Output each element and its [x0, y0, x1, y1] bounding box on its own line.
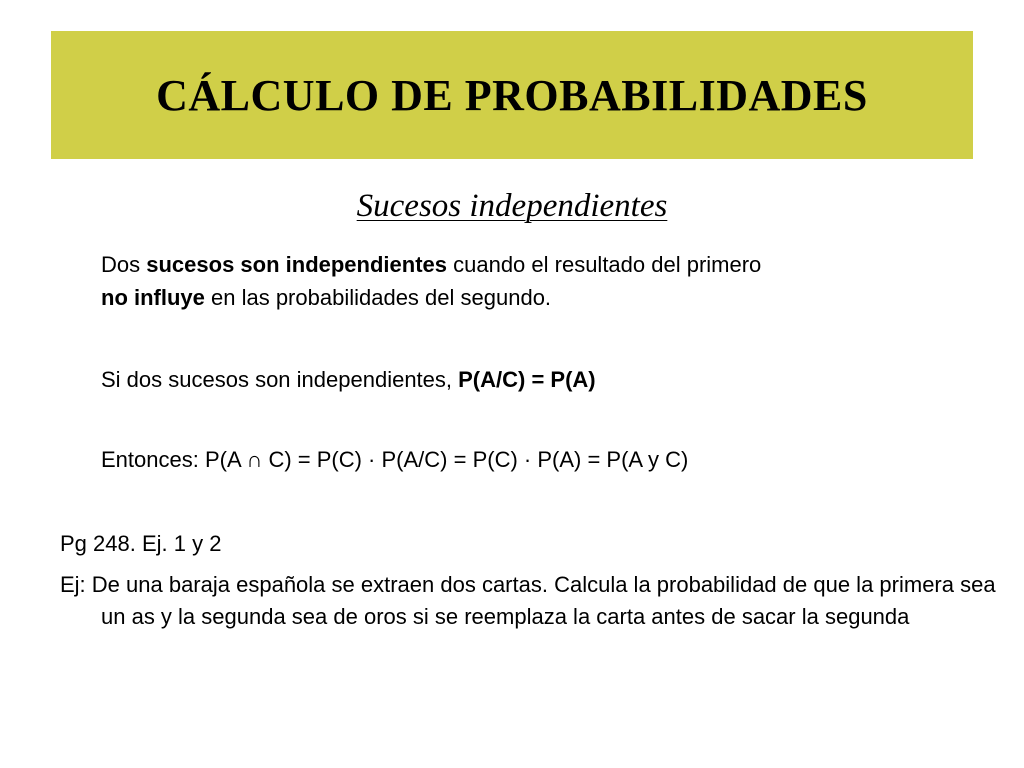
property-text: Si dos sucesos son independientes,: [101, 367, 459, 392]
property-line: [101, 364, 596, 396]
definition-bold-term: sucesos son independientes: [146, 252, 447, 277]
definition-bold-influence: no influye: [101, 285, 205, 310]
definition-text-a: Dos: [101, 252, 147, 277]
section-subtitle: [0, 188, 1024, 225]
title-bar: [51, 31, 973, 159]
definition-line-1: [101, 249, 761, 281]
definition-text-d: en las probabilidades del segundo.: [204, 285, 552, 310]
exercise-text: Ej: De una baraja española se extraen dos cartas. Calcula la probabilidad de que la primera sea un as y la segunda sea de oros si se reemplaza la carta antes de sacar la segunda: [60, 572, 996, 629]
consequence-line: [101, 444, 688, 476]
definition-line-2: [101, 282, 551, 314]
property-formula: P(A/C) = P(A): [458, 367, 596, 392]
page-reference: [60, 528, 221, 560]
slide-title: CÁLCULO DE PROBABILIDADES: [156, 70, 868, 120]
consequence-formula: Entonces: P(A ∩ C) = P(C) · P(A/C) = P(C) · P(A) = P(A y C): [101, 447, 689, 472]
exercise-paragraph: [60, 569, 1001, 633]
subtitle-text: Sucesos independientes: [356, 188, 668, 224]
reference-text: Pg 248. Ej. 1 y 2: [60, 531, 222, 556]
definition-text-c: cuando el resultado del primero: [447, 252, 762, 277]
